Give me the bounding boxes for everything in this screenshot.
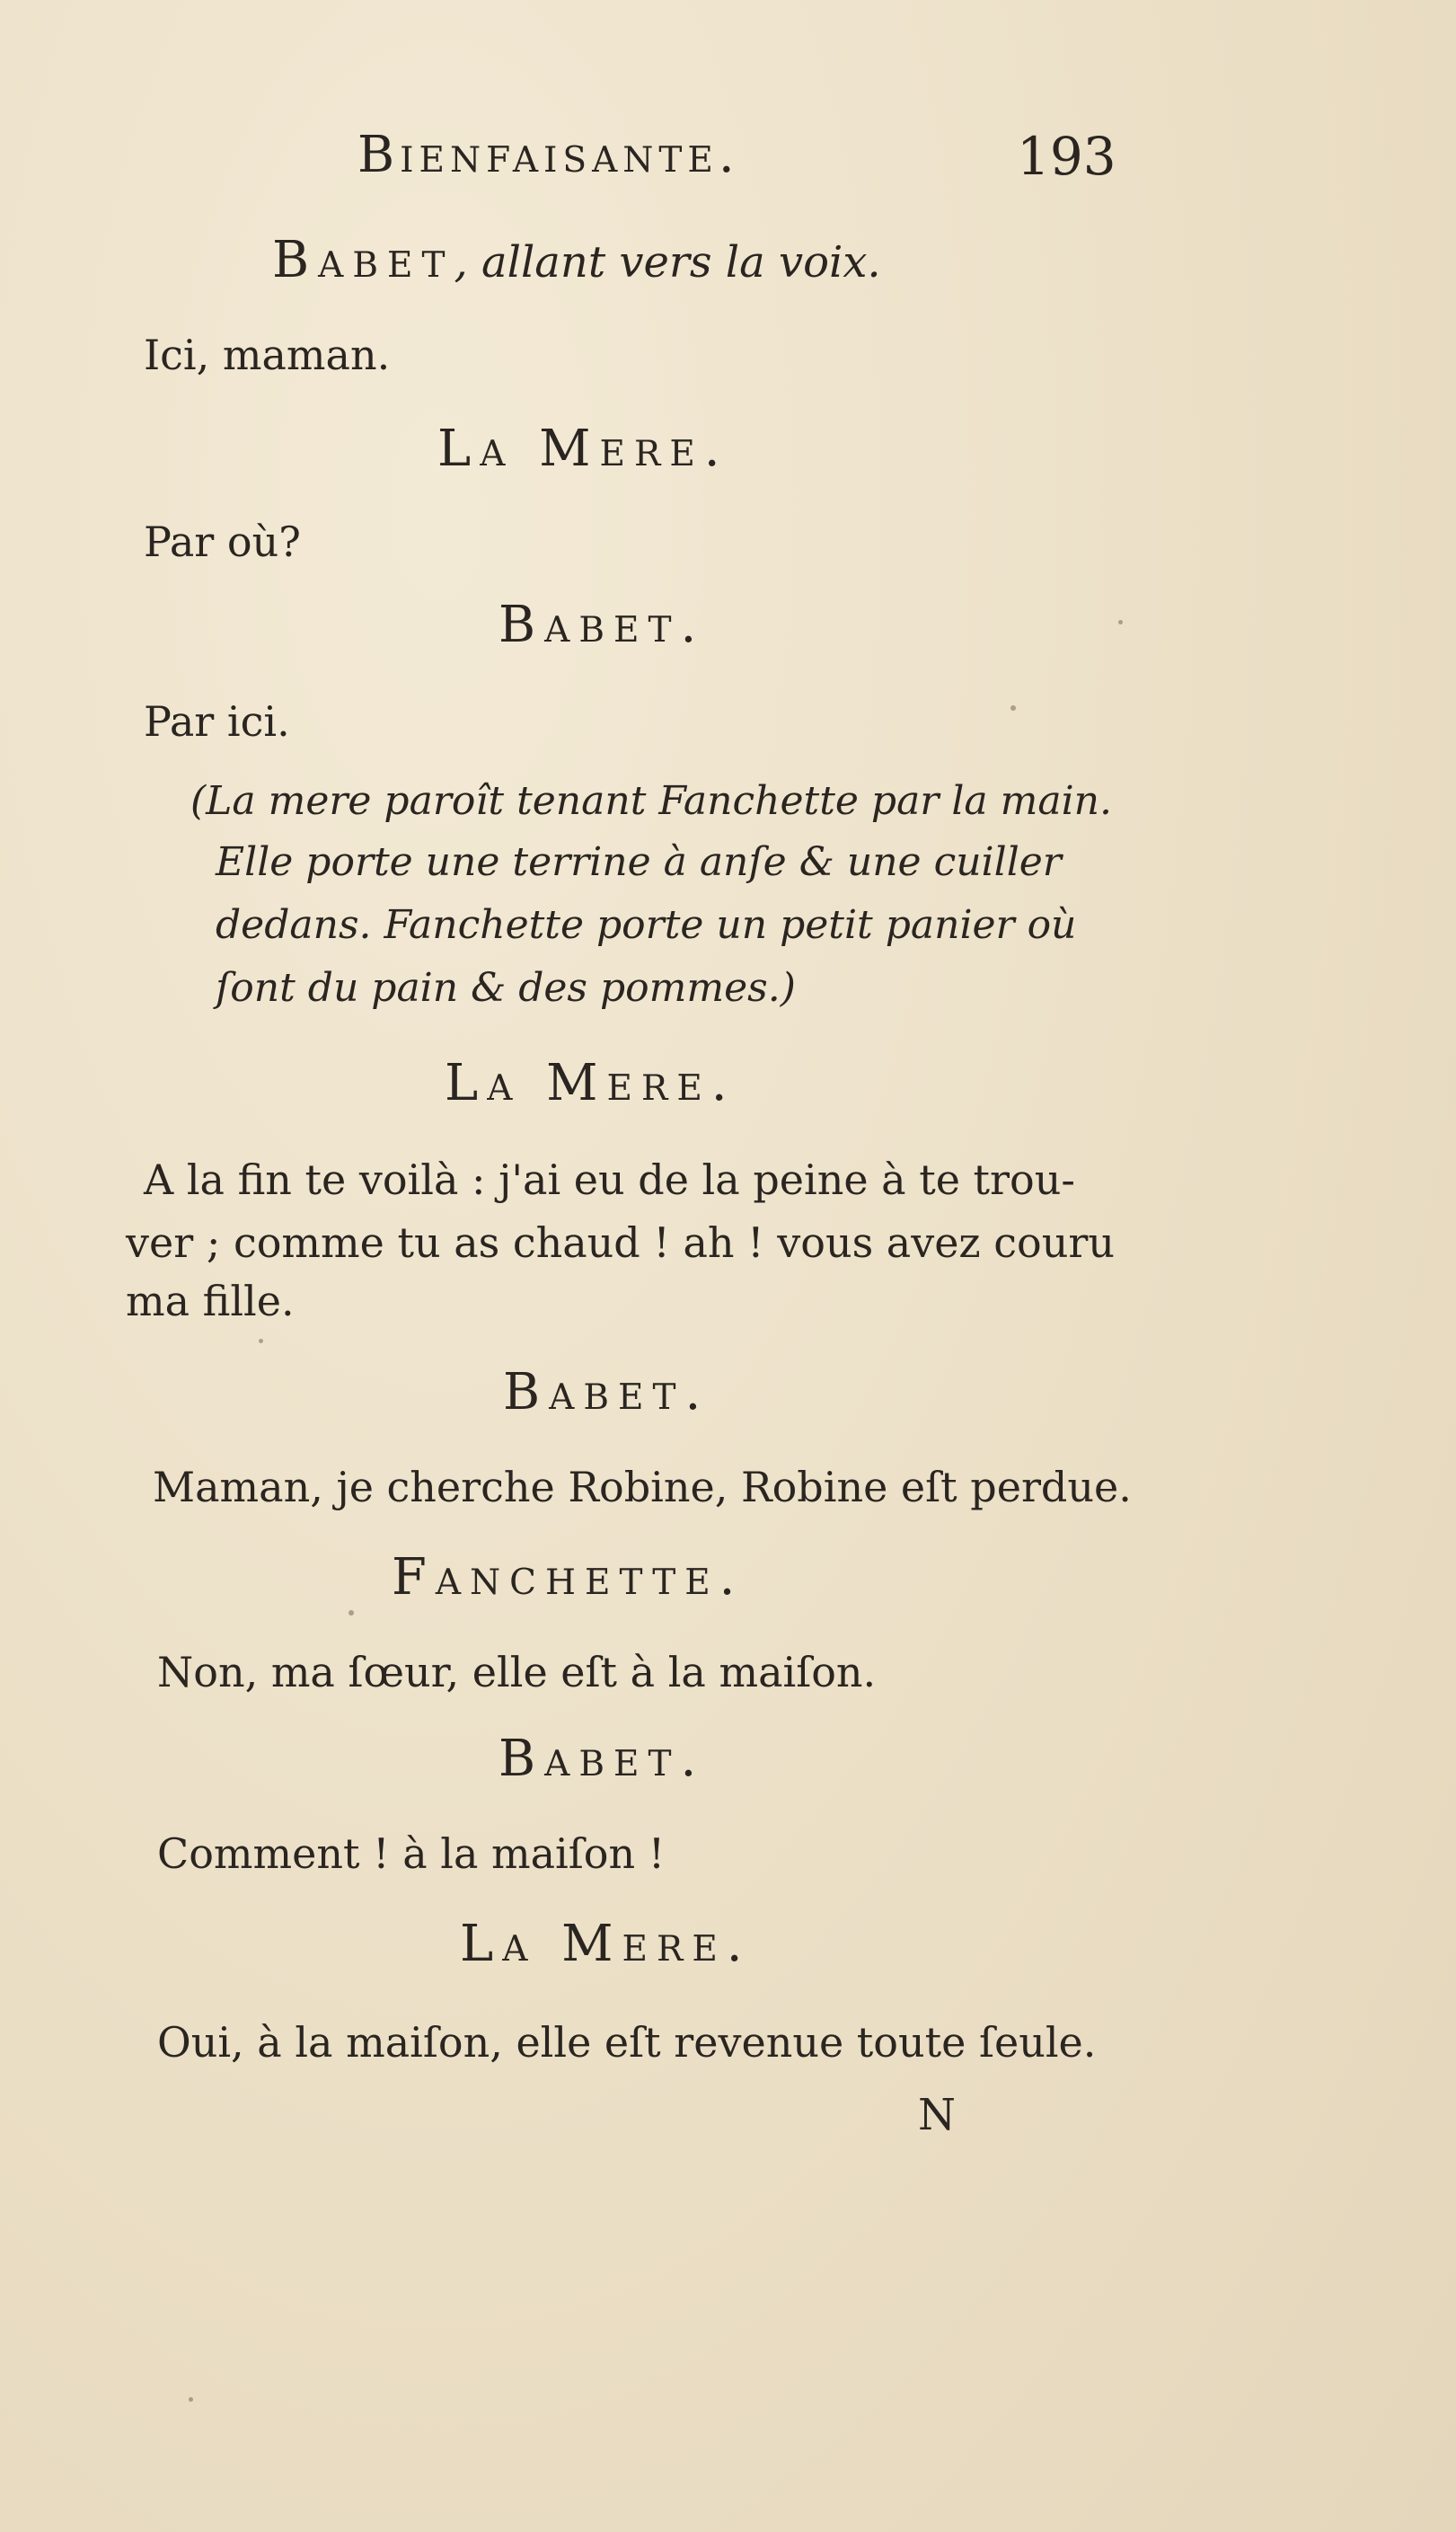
speaker-label: Babet xyxy=(272,231,454,289)
stage-direction: dedans. Fanchette porte un petit panier où xyxy=(216,902,1077,948)
dialogue-line: Non, ma ſœur, elle eſt à la maiſon. xyxy=(157,1648,877,1696)
speaker-name: Babet. xyxy=(503,1363,710,1421)
dialogue-line: Oui, à la maiſon, elle eſt revenue toute ſeule. xyxy=(157,2018,1097,2067)
dialogue-line: A la fin te voilà : j'ai eu de la peine à te trou- xyxy=(144,1155,1075,1204)
dialogue-line: Par ici. xyxy=(144,697,290,746)
speaker-name: La Mere. xyxy=(437,420,729,478)
stage-direction: ſont du pain & des pommes.) xyxy=(216,965,796,1011)
stage-direction-inline: , allant vers la voix. xyxy=(454,237,881,288)
speaker-name: La Mere. xyxy=(460,1915,752,1973)
dialogue-line: ver ; comme tu as chaud ! ah ! vous avez couru xyxy=(126,1218,1115,1267)
dialogue-line: ma fille. xyxy=(126,1277,295,1325)
dialogue-line: Maman, je cherche Robine, Robine eſt perdue. xyxy=(153,1463,1132,1511)
page-number: 193 xyxy=(1017,126,1116,187)
paper-speck xyxy=(1010,705,1016,711)
stage-direction: (La mere paroît tenant Fanchette par la main. xyxy=(190,778,1112,824)
stage-direction: Elle porte une terrine à anſe & une cuiller xyxy=(216,839,1062,885)
speaker-name: Fanchette. xyxy=(392,1548,745,1607)
paper-speck xyxy=(259,1339,263,1343)
signature-mark: N xyxy=(918,2090,956,2140)
dialogue-line: Comment ! à la maiſon ! xyxy=(157,1829,666,1878)
dialogue-line: Par où? xyxy=(144,518,301,566)
running-title: Bienfaisante. xyxy=(357,126,740,184)
speaker-name: La Mere. xyxy=(445,1054,737,1112)
speaker-name: Babet. xyxy=(499,1730,706,1788)
speaker-name xyxy=(272,231,881,289)
paper-speck xyxy=(349,1610,354,1616)
paper-speck xyxy=(189,2397,193,2402)
paper-speck xyxy=(1118,620,1123,624)
speaker-name: Babet. xyxy=(499,596,706,654)
dialogue-line: Ici, maman. xyxy=(144,331,391,379)
